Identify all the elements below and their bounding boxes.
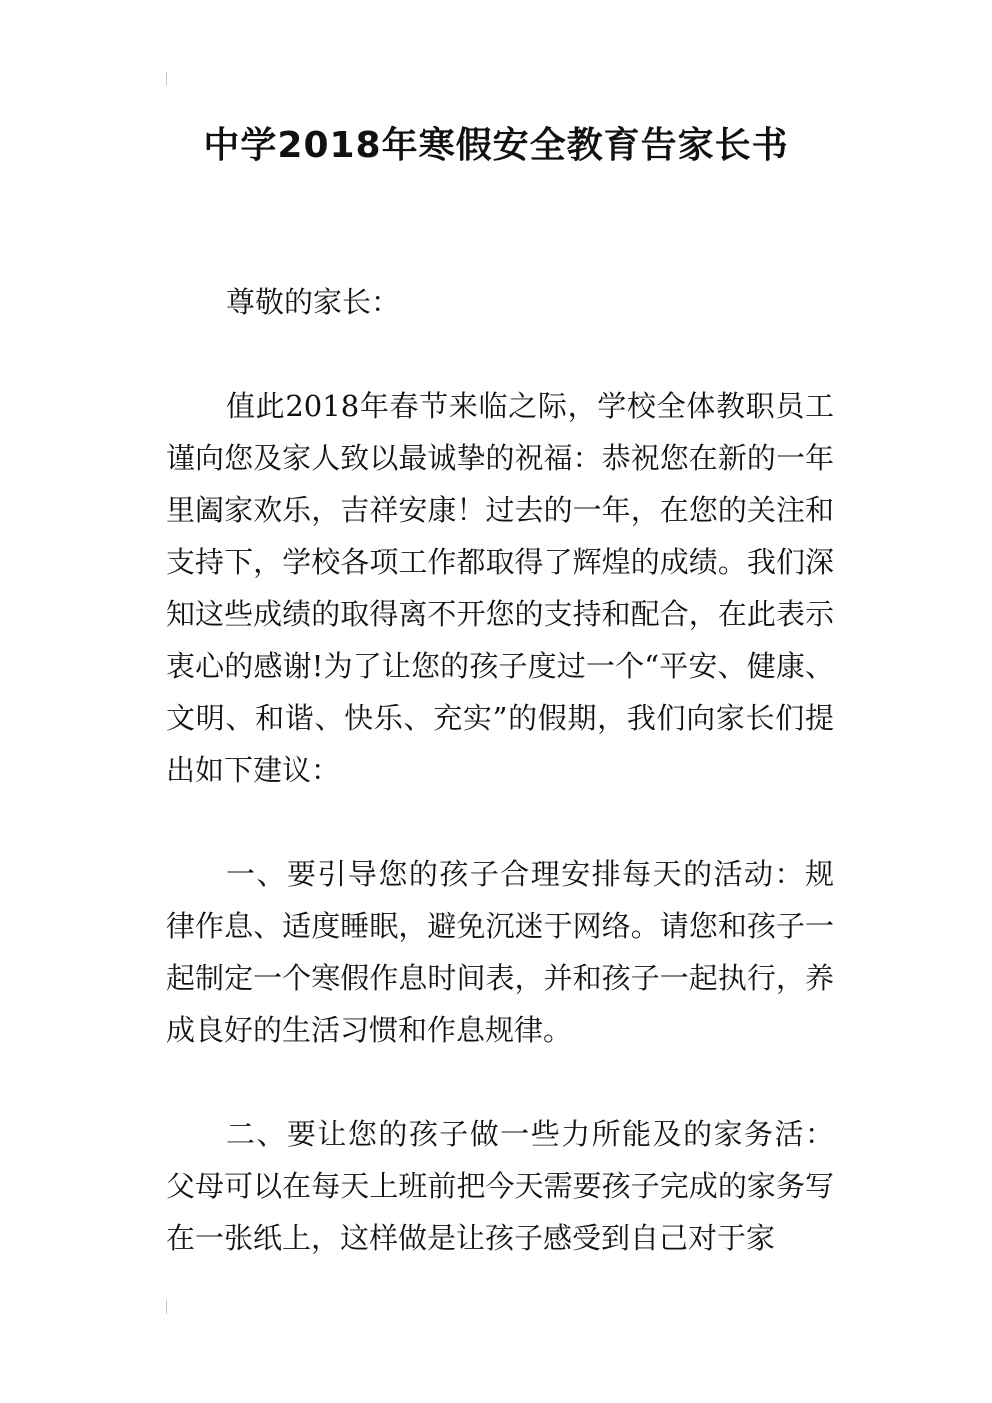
paragraph-intro: 值此2018年春节来临之际，学校全体教职员工谨向您及家人致以最诚挚的祝福：恭祝您在新的一年里阖家欢乐，吉祥安康！过去的一年，在您的关注和支持下，学校各项工作都取得了辉煌的成绩。我们深知这些成绩的取得离不开您的支持和配合，在此表示衷心的感谢!为了让您的孩子度过一个“平安、健康、文明、和谐、快乐、充实”的假期，我们向家长们提出如下建议： — [166, 389, 834, 787]
paragraph-suggestion-2: 二、要让您的孩子做一些力所能及的家务活：父母可以在每天上班前把今天需要孩子完成的家务写在一张纸上，这样做是让孩子感受到自己对于家 — [166, 1117, 834, 1255]
greeting: 尊敬的家长： — [226, 285, 401, 319]
crop-mark-top — [166, 72, 167, 86]
document-title: 中学2018年寒假安全教育告家长书 — [203, 125, 789, 166]
paragraph-suggestion-1: 一、要引导您的孩子合理安排每天的活动：规律作息、适度睡眠，避免沉迷于网络。请您和孩子一起制定一个寒假作息时间表，并和孩子一起执行，养成良好的生活习惯和作息规律。 — [166, 857, 834, 1047]
crop-mark-bottom — [166, 1300, 167, 1314]
